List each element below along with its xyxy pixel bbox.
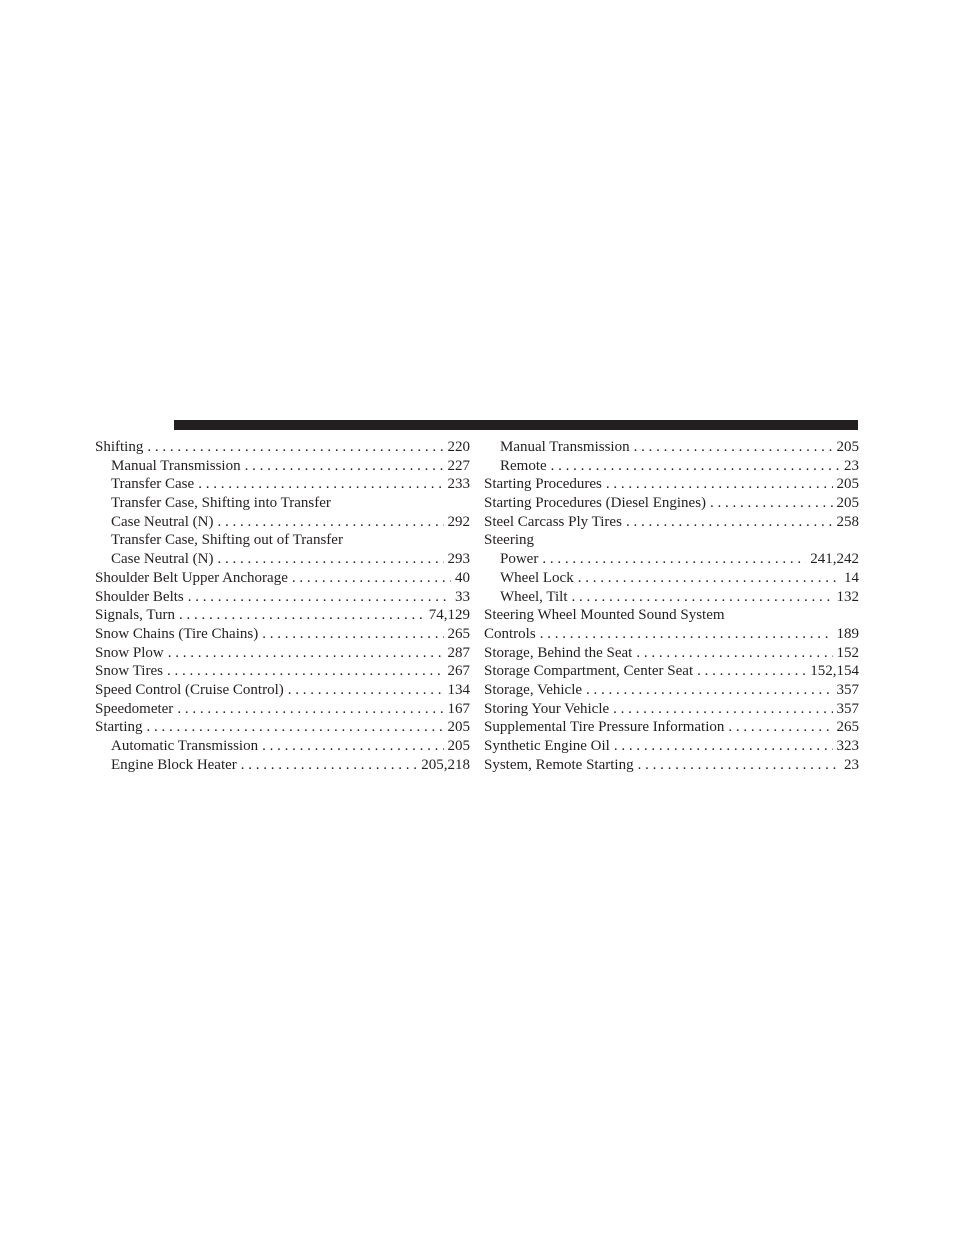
index-entry-label: Transfer Case, Shifting into Transfer bbox=[111, 495, 331, 512]
dot-leader bbox=[697, 662, 806, 681]
dot-leader bbox=[177, 700, 443, 719]
dot-leader bbox=[167, 662, 444, 681]
index-entry bbox=[484, 513, 859, 532]
index-entry bbox=[484, 756, 859, 775]
index-entry-page: 293 bbox=[447, 551, 470, 568]
index-entry-label: Starting bbox=[95, 719, 143, 736]
index-entry bbox=[95, 756, 470, 775]
index-entry-label: Storage Compartment, Center Seat bbox=[484, 663, 694, 680]
header-rule-bar bbox=[174, 420, 858, 430]
index-entry-page: 205,218 bbox=[421, 756, 470, 773]
index-entry bbox=[484, 494, 859, 513]
dot-leader bbox=[586, 681, 832, 700]
index-entry bbox=[95, 550, 470, 569]
dot-leader bbox=[572, 588, 833, 607]
index-entry bbox=[95, 494, 470, 513]
index-entry bbox=[484, 531, 859, 550]
index-entry-page: 74,129 bbox=[428, 607, 470, 624]
dot-leader bbox=[217, 513, 443, 532]
index-entry-label: Transfer Case bbox=[111, 476, 195, 493]
index-entry bbox=[95, 531, 470, 550]
dot-leader bbox=[728, 718, 832, 737]
dot-leader bbox=[636, 644, 832, 663]
index-entry bbox=[484, 475, 859, 494]
index-entry bbox=[484, 569, 859, 588]
index-entry-label: Speed Control (Cruise Control) bbox=[95, 681, 284, 698]
index-entry-page: 205 bbox=[836, 476, 859, 493]
index-entry-page: 292 bbox=[447, 513, 470, 530]
dot-leader bbox=[613, 700, 832, 719]
dot-leader bbox=[606, 475, 833, 494]
dot-leader bbox=[262, 737, 443, 756]
index-column-left bbox=[95, 438, 470, 774]
index-entry bbox=[484, 606, 859, 625]
dot-leader bbox=[578, 569, 840, 588]
index-entry bbox=[484, 737, 859, 756]
dot-leader bbox=[198, 475, 443, 494]
index-entry-label: Storage, Behind the Seat bbox=[484, 644, 633, 661]
dot-leader bbox=[626, 513, 833, 532]
index-entry bbox=[484, 550, 859, 569]
index-entry-page: 227 bbox=[447, 457, 470, 474]
index-entry bbox=[95, 457, 470, 476]
index-entry bbox=[95, 625, 470, 644]
index-entry-page: 258 bbox=[836, 513, 859, 530]
index-entry-label: Snow Tires bbox=[95, 663, 163, 680]
index-entry bbox=[484, 588, 859, 607]
index-entry-label: Transfer Case, Shifting out of Transfer bbox=[111, 532, 343, 549]
index-entry bbox=[95, 644, 470, 663]
index-entry bbox=[95, 438, 470, 457]
dot-leader bbox=[217, 550, 443, 569]
dot-leader bbox=[540, 625, 833, 644]
index-entry-label: Engine Block Heater bbox=[111, 756, 237, 773]
index-column-right bbox=[484, 438, 859, 774]
index-entry bbox=[484, 718, 859, 737]
index-entry-label: Manual Transmission bbox=[500, 439, 630, 455]
dot-leader bbox=[614, 737, 833, 756]
dot-leader bbox=[262, 625, 443, 644]
index-entry-label: System, Remote Starting bbox=[484, 756, 634, 773]
index-entry-page: 357 bbox=[836, 700, 859, 717]
index-entry-page: 152 bbox=[836, 644, 859, 661]
index-entry bbox=[484, 644, 859, 663]
index-entry-page: 220 bbox=[447, 439, 470, 455]
index-entry-label: Wheel Lock bbox=[500, 569, 574, 586]
index-entry-page: 167 bbox=[447, 700, 470, 717]
index-entry-page: 205 bbox=[836, 495, 859, 512]
index-entry bbox=[95, 475, 470, 494]
index-entry-page: 205 bbox=[447, 738, 470, 754]
index-entry-label: Starting Procedures (Diesel Engines) bbox=[484, 495, 707, 512]
index-entry-page: 14 bbox=[844, 569, 859, 586]
index-entry bbox=[95, 662, 470, 681]
index-entry-page: 33 bbox=[455, 588, 470, 605]
index-entry-page: 189 bbox=[836, 625, 859, 642]
index-entry-page: 267 bbox=[447, 663, 470, 680]
index-entry-page: 23 bbox=[844, 756, 859, 773]
index-entry-page: 265 bbox=[836, 719, 859, 736]
index-entry bbox=[95, 513, 470, 532]
index-entry bbox=[95, 737, 470, 756]
index-entry bbox=[95, 718, 470, 737]
index-entry bbox=[484, 681, 859, 700]
index-entry-label: Shoulder Belt Upper Anchorage bbox=[95, 569, 288, 586]
index-entry-label: Remote bbox=[500, 457, 547, 474]
index-entry-label: Automatic Transmission bbox=[111, 738, 259, 754]
index-entry-label: Synthetic Engine Oil bbox=[484, 738, 610, 754]
index-entry-page: 132 bbox=[836, 588, 859, 605]
index-entry-label: Controls bbox=[484, 625, 536, 642]
index-entry-label: Supplemental Tire Pressure Information bbox=[484, 719, 725, 736]
index-entry-page: 23 bbox=[844, 457, 859, 474]
index-entry-page: 233 bbox=[447, 476, 470, 493]
dot-leader bbox=[638, 756, 840, 775]
index-entry-label: Case Neutral (N) bbox=[111, 513, 214, 530]
index-entry-page: 265 bbox=[447, 625, 470, 642]
dot-leader bbox=[241, 756, 417, 775]
index-entry-page: 40 bbox=[455, 569, 470, 586]
index-entry-page: 134 bbox=[447, 681, 470, 698]
index-entry-page: 287 bbox=[447, 644, 470, 661]
index-entry-page: 152,154 bbox=[810, 663, 859, 680]
index-entry-label: Case Neutral (N) bbox=[111, 551, 214, 568]
index-entry bbox=[484, 662, 859, 681]
index-entry-label: Manual Transmission bbox=[111, 457, 241, 474]
dot-leader bbox=[147, 718, 444, 737]
index-entry bbox=[95, 606, 470, 625]
index-entry bbox=[484, 457, 859, 476]
dot-leader bbox=[288, 681, 444, 700]
index-entry bbox=[484, 438, 859, 457]
dot-leader bbox=[710, 494, 832, 513]
index-entry-label: Storing Your Vehicle bbox=[484, 700, 610, 717]
index-entry-label: Steel Carcass Ply Tires bbox=[484, 513, 622, 530]
dot-leader bbox=[551, 457, 840, 476]
index-entry-page: 205 bbox=[836, 439, 859, 455]
index-entry-label: Wheel, Tilt bbox=[500, 588, 568, 605]
dot-leader bbox=[179, 606, 425, 625]
index-entry bbox=[95, 569, 470, 588]
dot-leader bbox=[188, 588, 451, 607]
dot-leader bbox=[634, 438, 833, 457]
index-entry-page: 205 bbox=[447, 719, 470, 736]
index-entry-label: Snow Chains (Tire Chains) bbox=[95, 625, 259, 642]
index-entry-label: Power bbox=[500, 551, 539, 568]
index-entry bbox=[484, 700, 859, 719]
index-entry-label: Starting Procedures bbox=[484, 476, 602, 493]
index-entry-label: Signals, Turn bbox=[95, 607, 176, 624]
dot-leader bbox=[245, 457, 444, 476]
index-entry-page: 357 bbox=[836, 681, 859, 698]
index-entry-label: Steering Wheel Mounted Sound System bbox=[484, 607, 725, 624]
dot-leader bbox=[147, 438, 443, 457]
index-entry-label: Speedometer bbox=[95, 700, 174, 717]
index-entry-label: Snow Plow bbox=[95, 644, 164, 661]
index-entry bbox=[95, 588, 470, 607]
index-entry bbox=[95, 700, 470, 719]
index-entry bbox=[95, 681, 470, 700]
index-entry bbox=[484, 625, 859, 644]
index-entry-label: Steering bbox=[484, 532, 534, 549]
index-entry-label: Shifting bbox=[95, 439, 144, 455]
index-entry-page: 241,242 bbox=[810, 551, 859, 568]
dot-leader bbox=[168, 644, 444, 663]
dot-leader bbox=[292, 569, 451, 588]
index-entry-label: Shoulder Belts bbox=[95, 588, 184, 605]
index-entry-page: 323 bbox=[836, 738, 859, 754]
dot-leader bbox=[542, 550, 806, 569]
index-entry-label: Storage, Vehicle bbox=[484, 681, 583, 698]
